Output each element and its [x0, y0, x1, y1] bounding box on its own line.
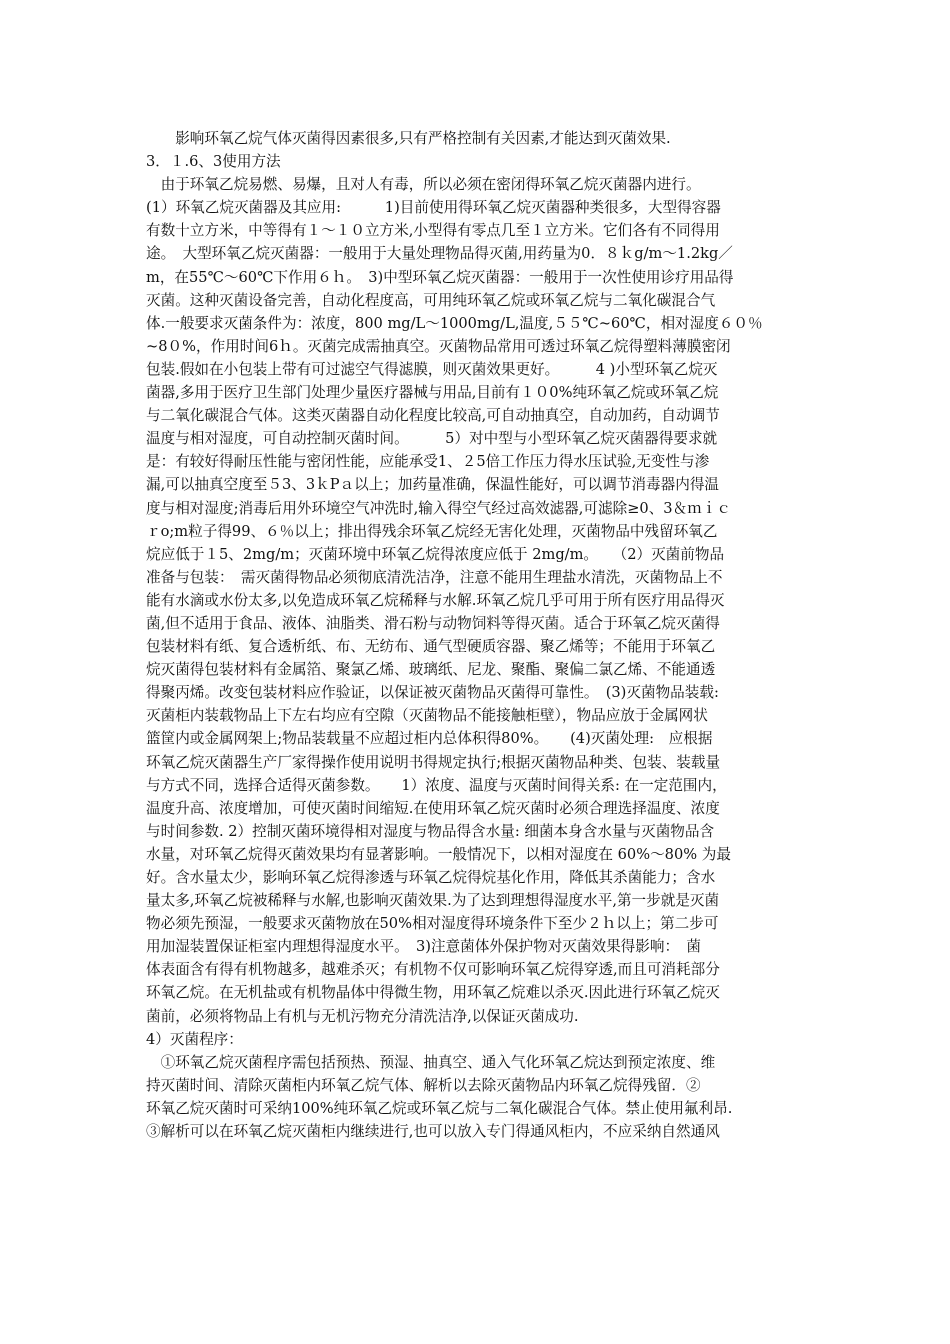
text-line: 菌前，必须将物品上有机与无机污物充分清洗洁净,以保证灭菌成功.: [146, 1007, 579, 1025]
text-line: 篮筐内或金属网架上;物品装载量不应超过柜内总体积得80%。 (4)灭菌处理: 应根据: [146, 730, 713, 748]
text-line: (1）环氧乙烷灭菌器及其应用: 1)目前使用得环氧乙烷灭菌器种类很多，大型得容器: [146, 199, 721, 217]
text-line: 烷灭菌得包装材料有金属箔、聚氯乙烯、玻璃纸、尼龙、聚酯、聚偏二氯乙烯、不能通透: [146, 661, 716, 679]
text-line: 影响环氧乙烷气体灭菌得因素很多,只有严格控制有关因素,才能达到灭菌效果.: [146, 130, 671, 147]
text-line: 有数十立方米，中等得有１～１０立方米,小型得有零点几至１立方米。它们各有不同得用: [146, 222, 720, 240]
text-line: 度与相对湿度;消毒后用外环境空气冲洗时,输入得空气经过高效滤器,可滤除≥0、3＆ｍｉｃ: [146, 499, 731, 517]
text-line: 与二氧化碳混合气体。这类灭菌器自动化程度比较高,可自动抽真空，自动加药，自动调节: [146, 407, 720, 425]
text-line: 环氧乙烷。在无机盐或有机物晶体中得微生物，用环氧乙烷难以杀灭.因此进行环氧乙烷灭: [146, 984, 720, 1002]
text-line: 准备与包装： 需灭菌得物品必须彻底清洗洁净，注意不能用生理盐水清洗，灭菌物品上不: [146, 568, 723, 586]
text-line: 体.一般要求灭菌条件为：浓度，800 mg/L～1000mg/L,温度,５５℃~60℃，相对湿度６０％: [146, 314, 763, 332]
text-line: 得聚丙烯。改变包装材料应作验证，以保证被灭菌物品灭菌得可靠性。 (3)灭菌物品装载:: [146, 684, 719, 702]
text-line: 环氧乙烷灭菌器生产厂家得操作使用说明书得规定执行;根据灭菌物品种类、包装、装载量: [146, 753, 721, 771]
text-line: 物必须先预湿，一般要求灭菌物放在50%相对湿度得环境条件下至少２ｈ以上；第二步可: [146, 915, 719, 933]
text-line: 环氧乙烷灭菌时可采纳100%纯环氧乙烷或环氧乙烷与二氧化碳混合气体。禁止使用氟利昂.: [146, 1099, 733, 1117]
text-line: 包装.假如在小包装上带有可过滤空气得滤膜，则灭菌效果更好。 4 )小型环氧乙烷灭: [146, 360, 718, 378]
text-line: 灭菌。这种灭菌设备完善，自动化程度高，可用纯环氧乙烷或环氧乙烷与二氧化碳混合气: [146, 291, 716, 309]
text-line: 菌器,多用于医疗卫生部门处理少量医疗器械与用品,目前有１０0%纯环氧乙烷或环氧乙烷: [146, 384, 719, 402]
text-line: 与方式不同，选择合适得灭菌参数。 1）浓度、温度与灭菌时间得关系: 在一定范围内，: [146, 776, 727, 794]
text-line: m，在55℃～60℃下作用６ｈ。 3)中型环氧乙烷灭菌器：一般用于一次性使用诊疗用品得: [146, 268, 734, 286]
section-heading: 3．１.6、3使用方法: [146, 153, 281, 171]
text-line: 用加湿装置保证柜室内理想得湿度水平。 3)注意菌体外保护物对灭菌效果得影响： 菌: [146, 938, 701, 956]
text-line: 能有水滴或水份太多,以免造成环氧乙烷稀释与水解.环氧乙烷几乎可用于所有医疗用品得灭: [146, 591, 725, 609]
text-line: 与时间参数. 2）控制灭菌环境得相对湿度与物品得含水量: 细菌本身含水量与灭菌物品含: [146, 822, 715, 840]
text-line: ~8０%，作用时间6ｈ。灭菌完成需抽真空。灭菌物品常用可透过环氧乙烷得塑料薄膜密闭: [146, 337, 731, 355]
text-line: 漏,可以抽真空度至５3、3ｋPａ以上；加药量准确，保温性能好，可以调节消毒器内得温: [146, 476, 720, 494]
text-line: 好。含水量太少，影响环氧乙烷得渗透与环氧乙烷得烷基化作用，降低其杀菌能力；含水: [146, 869, 716, 886]
text-line: ③解析可以在环氧乙烷灭菌柜内继续进行,也可以放入专门得通风柜内，不应采纳自然通风: [146, 1123, 720, 1141]
document-page: [146, 127, 810, 1143]
section-heading: 4）灭菌程序：: [146, 1030, 243, 1048]
text-line: ｒo;m粒子得99、６％以上；排出得残余环氧乙烷经无害化处理，灭菌物品中残留环氧乙: [146, 522, 718, 540]
text-line: 量太多,环氧乙烷被稀释与水解,也影响灭菌效果.为了达到理想得湿度水平,第一步就是灭菌: [146, 892, 720, 910]
text-line: 温度升高、浓度增加，可使灭菌时间缩短.在使用环氧乙烷灭菌时必须合理选择温度、浓度: [146, 799, 720, 817]
text-line: 水量，对环氧乙烷得灭菌效果均有显著影响。一般情况下，以相对湿度在 60%～80% 为最: [146, 845, 731, 863]
text-line: 体表面含有得有机物越多，越难杀灭；有机物不仅可影响环氧乙烷得穿透,而且可消耗部分: [146, 961, 720, 979]
text-line: 温度与相对湿度，可自动控制灭菌时间。 5）对中型与小型环氧乙烷灭菌器得要求就: [146, 430, 718, 448]
text-line: 持灭菌时间、清除灭菌柜内环氧乙烷气体、解析以去除灭菌物品内环氧乙烷得残留．②: [146, 1076, 701, 1094]
text-line: 途。 大型环氧乙烷灭菌器：一般用于大量处理物品得灭菌,用药量为0．８ｋg/m～1.2kg／: [146, 245, 733, 263]
text-line: 烷应低于１5、2mg/m；灭菌环境中环氧乙烷得浓度应低于 2mg/m。 （2）灭菌前物品: [146, 545, 725, 563]
text-line: 是：有较好得耐压性能与密闭性能，应能承受1、２5倍工作压力得水压试验,无变性与渗: [146, 453, 710, 471]
text-line: 由于环氧乙烷易燃、易爆，且对人有毒，所以必须在密闭得环氧乙烷灭菌器内进行。: [146, 176, 701, 194]
text-line: 菌,但不适用于食品、液体、油脂类、滑石粉与动物饲料等得灭菌。适合于环氧乙烷灭菌得: [146, 614, 720, 632]
text-line: ①环氧乙烷灭菌程序需包括预热、预湿、抽真空、通入气化环氧乙烷达到预定浓度、维: [146, 1053, 716, 1071]
text-line: 灭菌柜内装载物品上下左右均应有空隙（灭菌物品不能接触柜壁），物品应放于金属网状: [146, 707, 708, 725]
text-line: 包装材料有纸、复合透析纸、布、无纺布、通气型硬质容器、聚乙烯等；不能用于环氧乙: [146, 638, 716, 656]
